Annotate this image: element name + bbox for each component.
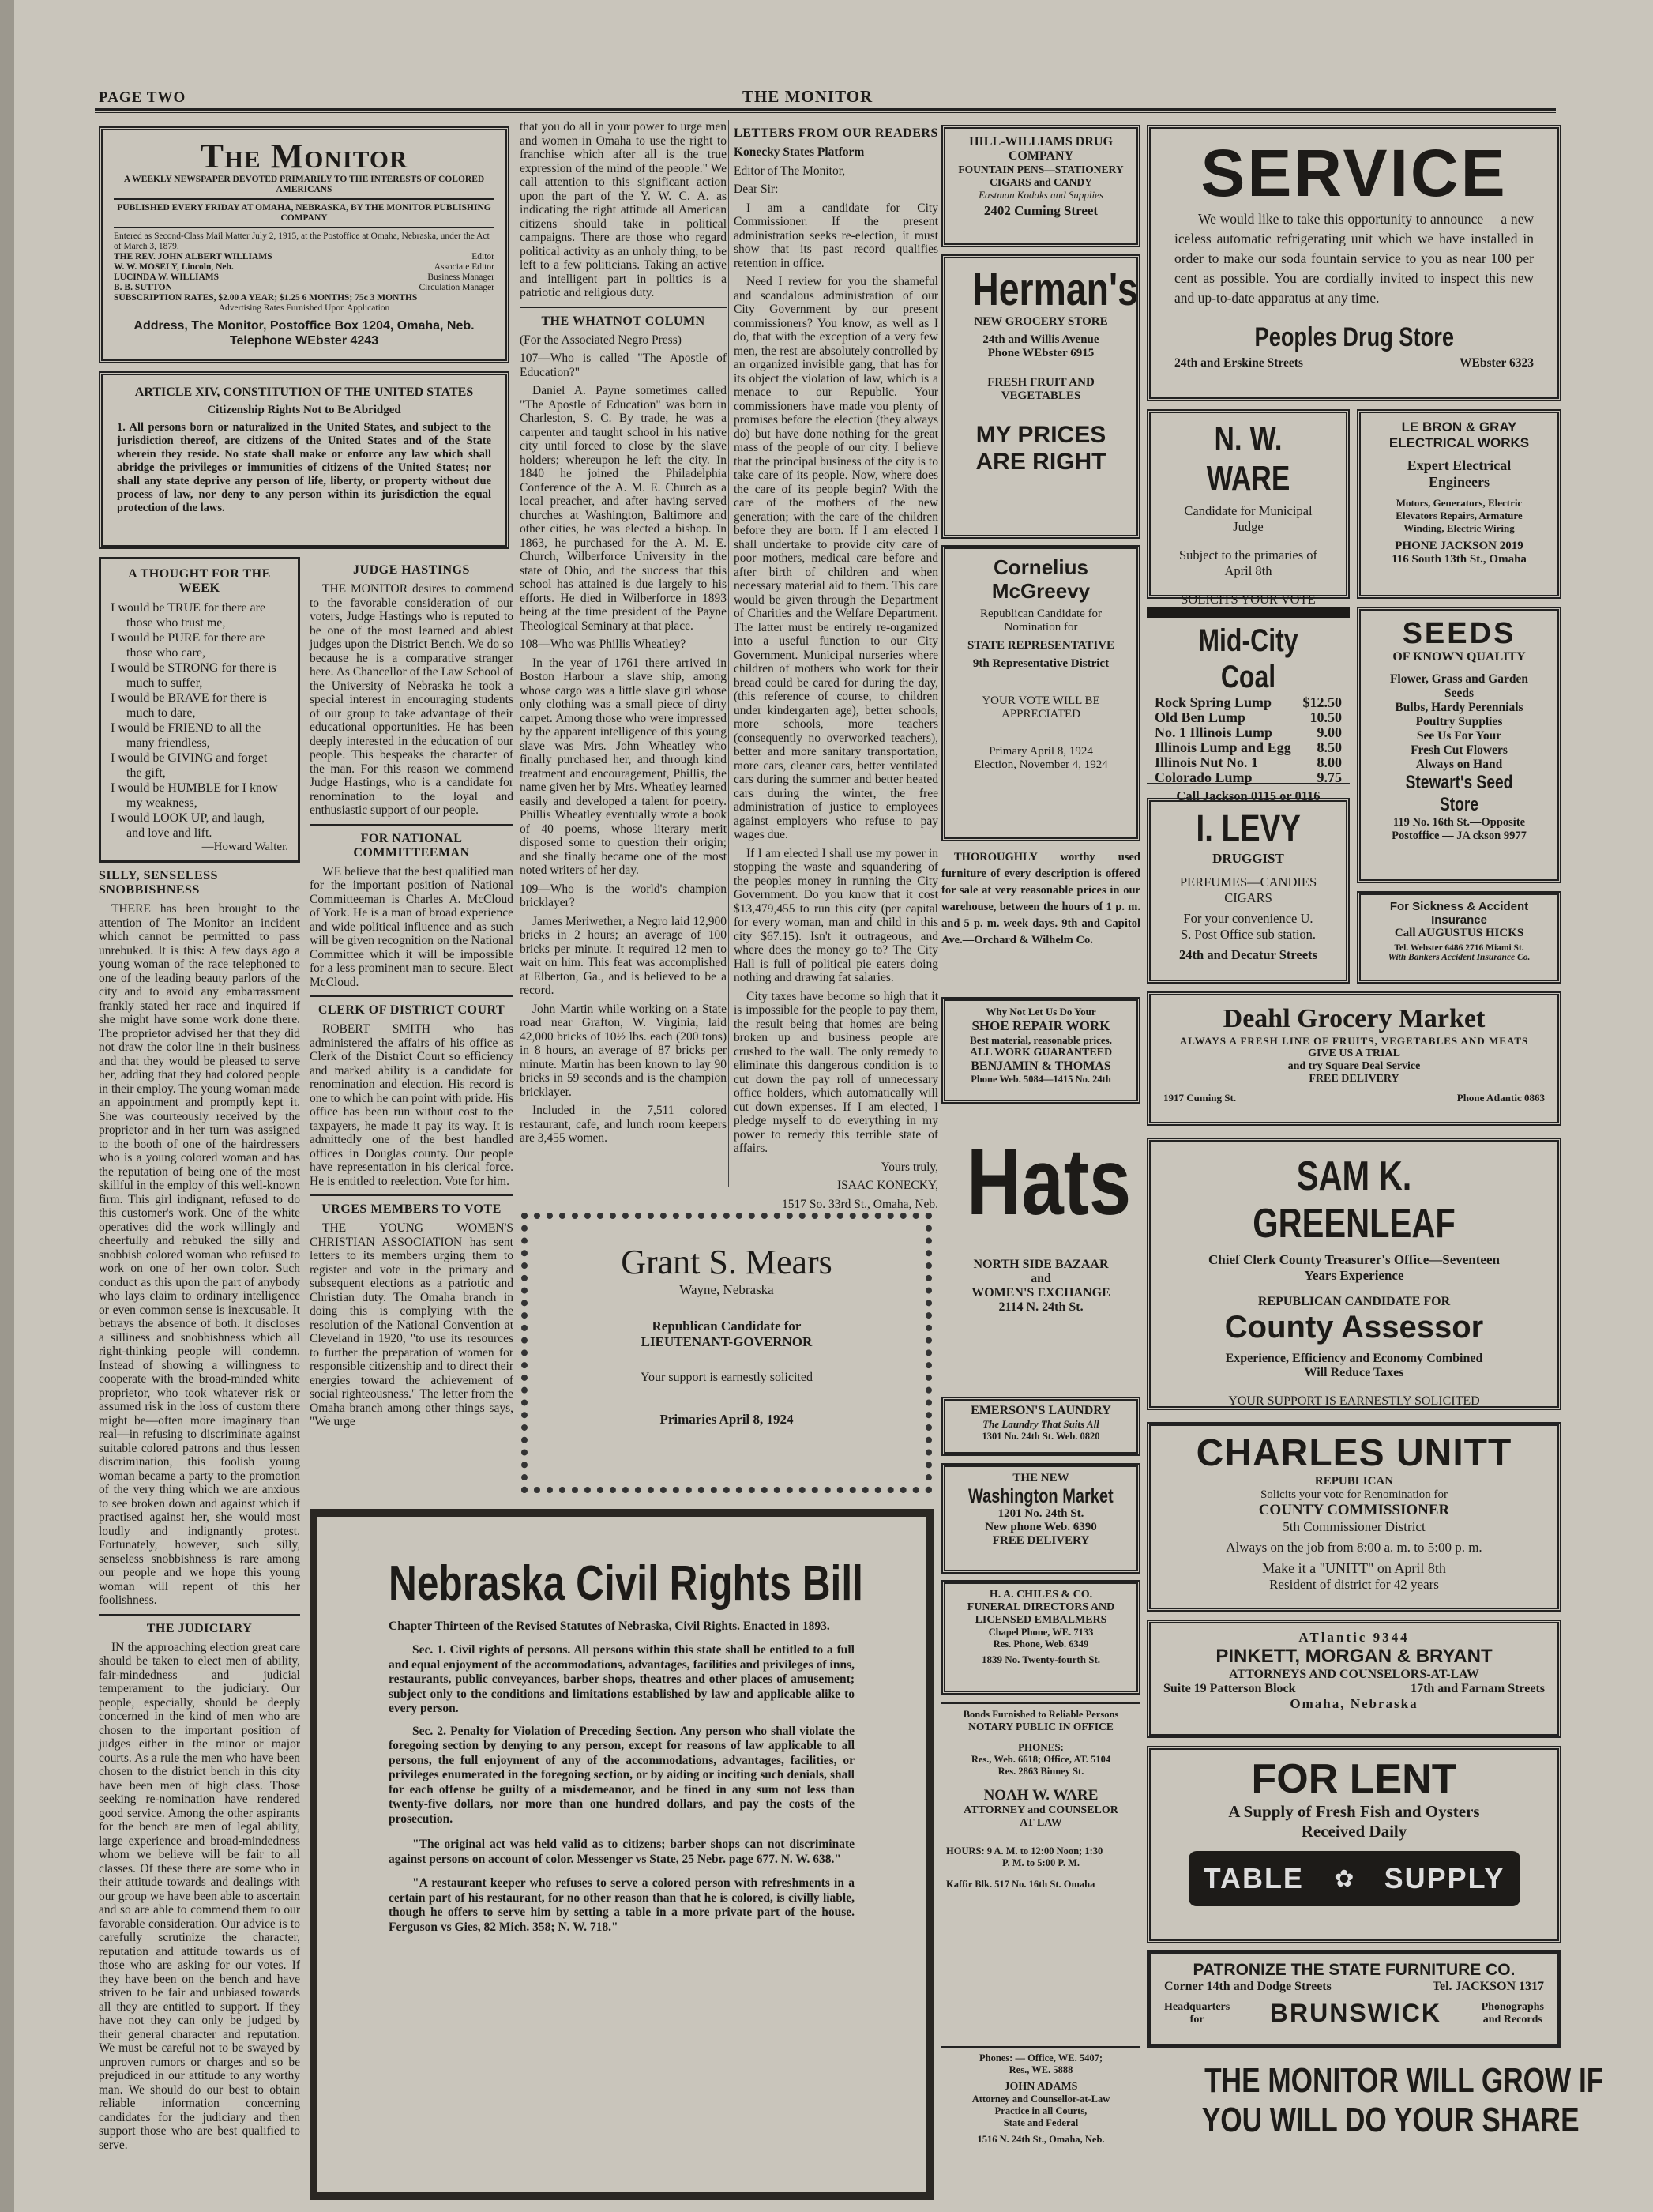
article-xiv-subtitle: Citizenship Rights Not to Be Abridged (207, 404, 401, 416)
whatnot-sub: (For the Associated Negro Press) (520, 333, 682, 347)
civil-rights-quote2: "A restaurant keeper who refuses to serve a colored person with refreshments in a certain part of his restaurant, for no other reason than that he is colored, is civilly liable, though he offers to serve him by setting a table in a more private part of the house. Ferguson vs Gies, 82 Mich. 358; N. W. 718." (389, 1876, 855, 1934)
letters-p3: If I am elected I shall use my power in stopping the waste and squandering of the peoples money in running the City Government. Do you know that it cost $13,479,455 to run this city (per capital for every woman, man and child in this city $67.15). Isn't it outrageous, and where does the money go to? The City Hall is full of political pie eaters doing nothing and drawing fat salaries. (734, 846, 938, 984)
whatnot-title: THE WHATNOT COLUMN (541, 314, 705, 328)
thought-box (99, 557, 300, 863)
for-lent-ad: FOR LENT A Supply of Fresh Fish and Oysters Received Daily TABLE ✿ SUPPLY (1147, 1746, 1561, 1943)
page-edge-shadow (0, 0, 14, 2212)
urges-title: URGES MEMBERS TO VOTE (321, 1202, 502, 1216)
paper-name-header: THE MONITOR (742, 87, 873, 106)
chiles-funeral-ad: H. A. CHILES & CO. FUNERAL DIRECTORS AND LICENSED EMBALMERS Chapel Phone, WE. 7133 Res. Phone, Web. 6349 1839 No. Twenty-fourth St. (941, 1580, 1140, 1695)
committeeman-body: WE believe that the best qualified man for the important position of National Committeeman is Charles A. McCloud of York. He is a man of broad experience and wide political influence and as such will be given recognition on the National Committee which it will be impossible for a less prominent man to secure. Elect McCloud. (310, 864, 513, 989)
civil-rights-box (310, 1509, 934, 2200)
masthead-rates: SUBSCRIPTION RATES, $2.00 A YEAR; $1.25 6 MONTHS; 75c 3 MONTHS (114, 293, 418, 303)
mears-line1: Republican Candidate for (652, 1319, 802, 1334)
whatnot-q109: 109—Who is the world's champion bricklayer? (520, 882, 727, 909)
monitor-grow-banner: THE MONITOR WILL GROW IF YOU WILL DO YOUR SHARE (1201, 2061, 1604, 2139)
noah-ware-ad: Bonds Furnished to Reliable Persons NOTARY PUBLIC IN OFFICE PHONES: Res., Web. 6618; Office, AT. 5104 Res. 2863 Binney St. NOAH W. WARE ATTORNEY and COUNSELOR AT LAW HOURS: 9 A. M. to 12:00 Noon; 1:30 P. M. to 5:00 P. M. Kaffir Blk. 517 No. 16th St. Omaha (941, 1702, 1140, 2050)
deahl-grocery-ad: Deahl Grocery Market ALWAYS A FRESH LINE OF FRUITS, VEGETABLES AND MEATS GIVE US A TRIAL and try Square Deal Service FREE DELIVERY 1917 Cuming St. Phone Atlantic 0863 (1147, 991, 1561, 1126)
silly-title: SILLY, SENSELESS SNOBBISHNESS (99, 869, 218, 897)
mears-line2: LIEUTENANT-GOVERNOR (641, 1334, 813, 1349)
emerson-laundry-ad: EMERSON'S LAUNDRY The Laundry That Suits All 1301 No. 24th St. Web. 0820 (941, 1397, 1140, 1456)
masthead-entered: Entered as Second-Class Mail Matter July 2, 1915, at the Postoffice at Omaha, Nebraska, under the Act of March 3, 1879. (114, 231, 490, 251)
whatnot-a109: James Meriwether, a Negro laid 12,900 bricks in 2 hours; an average of 100 bricks per minute. It required 12 men to wait on him. This feat was accomplished at Elberton, Ga., and is believed to be a record. (520, 914, 727, 997)
hastings-title: JUDGE HASTINGS (353, 563, 470, 577)
mears-line4: Primaries April 8, 1924 (659, 1412, 794, 1427)
column-four (728, 120, 938, 1211)
state-furniture-ad: PATRONIZE THE STATE FURNITURE CO. Corner 14th and Dodge Streets Tel. JACKSON 1317 Headquarters for BRUNSWICK Phonographs and Records (1147, 1950, 1561, 2048)
letters-sign1: Yours truly, (881, 1160, 938, 1174)
masthead-title: The Monitor (200, 137, 408, 175)
letters-p4: City taxes have become so high that it is impossible for the people to pay them, the result being that homes are being broken up and business people are crushed to the wall. The only remedy to eliminate this dangerous condition is to cut down the pay roll of unnecessary office holders, which automatically will cut down expenses. If I am elected, I pledge myself to do everything in my power to remedy this terrible state of affairs. (734, 989, 938, 1155)
hicks-insurance-ad: For Sickness & Accident Insurance Call AUGUSTUS HICKS Tel. Webster 6486 2716 Miami St. With Bankers Accident Insurance Co. (1357, 891, 1561, 984)
hastings-body: THE MONITOR desires to commend to the favorable consideration of our voters, Judge Hastings who is reputed to be one of the most learned and ablest judges upon the District Bench. We do so because he is a comparative stranger here. As Chancellor of the Law School of the University of Nebraska he took a special interest in encouraging students of our group to take advantage of their educational opportunities. He has been deeply interested in the education of our people. This bespeaks the character of the man. For this reason we commend Judge Hastings, who is a candidate for renomination to the loyal and enthusiastic support of our people. (310, 582, 513, 817)
clerk-body: ROBERT SMITH who has administered the affairs of his office as Clerk of the District Court so efficiency and marked ability is a candidate for renomination and election. His record is one to which he can point with pride. His office has been run without cost to the taxpayers, he made it pay its way. It is admittedly one of the best handled offices in Douglas county. Our people have representation in his clerical force. He is entitled to reelection. Vote for him. (310, 1022, 513, 1188)
letters-title: LETTERS FROM OUR READERS (734, 126, 938, 140)
whatnot-a107: Daniel A. Payne sometimes called "The Apostle of Education" was born in Charleston, S. C. By trade, he was a carpenter and taught school in his native city until forced to close by the slave holders; whereupon he left the city. In 1840 he joined the Philadelphia Conference of the A. M. E. Church as a local preacher, and after having served churches at Washington, Baltimore and other cities, he was elected a bishop. In 1863, he purchased for the A. M. E. Church, Wilberforce University in the state of Ohio, and the success that this school has attained is due largely to his efforts. He died in Wilberforce in 1893 being at the time president of the Payne Theological Seminary at that place. (520, 384, 727, 633)
civil-rights-title: Nebraska Civil Rights Bill (389, 1556, 863, 1611)
masthead-published: PUBLISHED EVERY FRIDAY AT OMAHA, NEBRASKA, BY THE MONITOR PUBLISHING COMPANY (117, 203, 491, 223)
masthead-staff: THE REV. JOHN ALBERT WILLIAMS Editor W. W. MOSELY, Lincoln, Neb. Associate Editor LUCINDA W. WILLIAMS Business Manager B. B. SUTTON Circulation Manager (114, 252, 494, 292)
civil-rights-quote1: "The original act was held valid as to citizens; barber shops can not discriminate against persons on account of color. Messenger vs State, 25 Nebr. page 677. N. W. 638." (389, 1838, 855, 1866)
thought-title: A THOUGHT FOR THE WEEK (128, 567, 271, 595)
mears-ad (521, 1213, 932, 1493)
column-one (99, 557, 300, 2200)
ywca-continued: that you do all in your power to urge men and women in Omaha to use the right to franchise which after all is the true expression of the mind of the people." We call attention to this significant action upon the part of the Y. W. C. A. as indicating the right attitude all American citizens should take in political campaigns. There are those who regard political activity as an unholy thing, to be left to a few politicians. Taking an active and intelligent part in politics is a patriotic and religious duty. (520, 120, 727, 299)
article-xiv-body: 1. All persons born or naturalized in the United States, and subject to the jurisdiction thereof, are citizens of the United States and of the State wherein they reside. No state shall make or enforce any law which shall abridge the privileges or immunities of citizens of the United States; nor shall any state deprive any person of life, liberty, or property without due process of law, nor deny to any person within its jurisdiction the equal protection of the laws. (117, 421, 491, 514)
whatnot-note: Included in the 7,511 colored restaurant, cafe, and lunch room keepers are 3,455 women. (520, 1104, 727, 1145)
fish-icon: ✿ (1334, 1865, 1354, 1892)
mears-town: Wayne, Nebraska (679, 1282, 774, 1297)
hermans-ad: Herman's NEW GROCERY STORE 24th and Willis Avenue Phone WEbster 6915 FRESH FRUIT AND VEGETABLES MY PRICES ARE RIGHT (941, 254, 1140, 539)
table-supply-logo: TABLE ✿ SUPPLY (1189, 1851, 1520, 1906)
article-xiv-title: ARTICLE XIV, CONSTITUTION OF THE UNITED STATES (134, 386, 474, 399)
whatnot-a109b: John Martin while working on a State road near Grafton, W. Virginia, laid 42,000 bricks of 10½ lbs. each (200 tons) in 8 hours, an average of 87 bricks per minute. Martin has been known to lay 90 bricks in 59 seconds and is the champion bricklayer. (520, 1002, 727, 1099)
header-rule-thin (95, 112, 1556, 113)
john-adams-ad: Phones: — Office, WE. 5407; Res., WE. 5888 JOHN ADAMS Attorney and Counsellor-at-Law Practice in all Courts, State and Federal 1516 N. 24th St., Omaha, Neb. (941, 2046, 1140, 2196)
mid-city-coal-ad: Mid-City Coal Rock Spring Lump $12.50 Old Ben Lump 10.50 No. 1 Illinois Lump 9.00 Illinois Lump and Egg 8.50 Illinois Nut No. 1 8.00 Colorado Lump 9.75 Call Jackson 0115 or 0116 (1147, 607, 1350, 784)
seeds-ad: SEEDS OF KNOWN QUALITY Flower, Grass and Garden Seeds Bulbs, Hardy Perennials Poultry Supplies See Us For Your Fresh Cut Flowers Always on Hand Stewart's Seed Store 119 No. 16th St.—Opposite Postoffice — JA ckson 9977 (1357, 607, 1561, 883)
column-three-wrap (520, 120, 938, 1211)
thought-author: —Howard Walter. (201, 841, 288, 853)
greenleaf-ad: SAM K. GREENLEAF Chief Clerk County Treasurer's Office—Seventeen Years Experience REPUBLICAN CANDIDATE FOR County Assessor Experience, Efficiency and Economy Combined Will Reduce Taxes YOUR SUPPORT IS EARNESTLY SOLICITED (1147, 1138, 1561, 1410)
header-rule (95, 108, 1556, 111)
pinkett-ad: ATlantic 9344 PINKETT, MORGAN & BRYANT ATTORNEYS AND COUNSELORS-AT-LAW Suite 19 Patterson Block 17th and Farnam Streets Omaha, Nebraska (1147, 1620, 1561, 1738)
letters-p1: I am a candidate for City Commissioner. If the present administration seeks re-election, it must show that its past record qualifies retention in office. (734, 201, 938, 270)
whatnot-a108: In the year of 1761 there arrived in Boston Harbour a slave ship, among whose cargo was a little slave girl whose only clothing was a small piece of dirty carpet. Among those who were impressed by the apparent intelligence of this young slave was Mrs. John Wheatley who finally purchased her, and through kind treatment and encouragement, Phillis, the name given her by Mrs. Wheatley learned easily and developed a talent for poetry. Phillis Wheatley eventually wrote a book of 40 poems, whose literary merit disposed some to question their origin; and she finally became one of the most noted writers of her day. (520, 656, 727, 877)
judiciary-body: IN the approaching election great care should be taken to elect men of ability, fair-mindedness and judicial temperament to the judiciary. Our people, especially, should be deeply concerned in the kind of men who are chosen to the important position of judges either in the minor or major courts. As a rule the men who have been chosen to the district bench in this city have been men of high class. Those seeking re-nomination have rendered good service. Among the other aspirants for the bench are men of legal ability, large experience and broad-mindedness whom we believe will be fair to all classes. Of these there are some who in their attitude towards and dealings with our group we have been able to ascertain and so are able to commend them to our favorable consideration. Our advice is to carefully scrutinize the character, reputation and attitude towards us of those who are asking for our votes. If they have been on the bench and have striven to be fair and unbiased towards all they are entitled to support. If they have not they can only be judged by their general character and reputation. We must be careful not to be swayed by unproven rumors or charges and so be prejudiced in our attitude to any worthy man. We should do our best to obtain reliable information concerning candidates for the judiciary and then support those who are best qualified to serve. (99, 1640, 300, 2152)
article-xiv-box (99, 371, 509, 549)
masthead-advertising: Advertising Rates Furnished Upon Application (218, 303, 390, 313)
masthead-telephone: Telephone WEbster 4243 (229, 334, 379, 348)
thought-lines: I would be TRUE for there are those who trust me, I would be PURE for there are those who care, I would be STRONG for there is much to suffer, I would be BRAVE for there is much to dare, I would be FRIEND to all the many friendless, I would be GIVING and forget the gift, I would be HUMBLE for I know my weakness, I would LOOK UP, and laugh, and love and lift. (111, 601, 278, 840)
masthead-box (99, 126, 509, 363)
hill-williams-ad: HILL-WILLIAMS DRUG COMPANY FOUNTAIN PENS—STATIONERY CIGARS and CANDY Eastman Kodaks and Supplies 2402 Cuming Street (941, 125, 1140, 247)
mears-line3: Your support is earnestly solicited (641, 1371, 813, 1384)
mcgreevy-ad: Cornelius McGreevy Republican Candidate for Nomination for STATE REPRESENTATIVE 9th Representative District YOUR VOTE WILL BE APPRECIATED Primary April 8, 1924 Election, November 4, 1924 (941, 545, 1140, 841)
civil-rights-intro: Chapter Thirteen of the Revised Statutes of Nebraska, Civil Rights. Enacted in 1893. (389, 1620, 830, 1633)
levy-druggist-ad: I. LEVY DRUGGIST PERFUMES—CANDIES CIGARS For your convenience U. S. Post Office sub station. 24th and Decatur Streets (1147, 798, 1350, 984)
whatnot-q108: 108—Who was Phillis Wheatley? (520, 638, 686, 651)
column-two (310, 557, 513, 1505)
urges-body: THE YOUNG WOMEN'S CHRISTIAN ASSOCIATION has sent letters to its members urging them to register and vote in the primary and subsequent elections as a patriotic and Christian duty. The Omaha branch in doing this is complying with the resolution of the National Convention at Cleveland in 1920, "to use its resources to further the preparation of women for responsible citizenship and to direct their energies toward the achievement of social righteousness." The letter from the Omaha branch among other things says, "We urge (310, 1221, 513, 1428)
civil-rights-sec1: Sec. 1. Civil rights of persons. All persons within this state shall be entitled to a full and equal enjoyment of the accommodations, advantages, facilities and privileges of inns, restaurants, public conveyances, barber shops, theatres and other places of amusement; subject only to the conditions and limitations established by law and applicable alike to every person. (389, 1643, 855, 1715)
letters-sub: Konecky States Platform (734, 145, 865, 159)
letters-dear: Dear Sir: (734, 182, 779, 196)
whatnot-q107: 107—Who is called "The Apostle of Education?" (520, 352, 727, 379)
committeeman-title: FOR NATIONAL COMMITTEEMAN (353, 831, 470, 860)
masthead-address: Address, The Monitor, Postoffice Box 1204, Omaha, Neb. (133, 319, 475, 333)
civil-rights-sec2: Sec. 2. Penalty for Violation of Preceding Section. Any person who shall violate the foregoing section by denying to any person, except for reasons of law applicable to all persons, the full enjoyment of any of the accommodations, advantages, facilities, or privileges enumerated in the foregoing section, or by aiding or inciting such denials, shall for each offense be guilty of a misdemeanor, and be fined in any sum not less than twenty-five dollars, nor more than one hundred dollars, and pay the costs of the prosecution. (389, 1724, 855, 1826)
letters-sign2: ISAAC KONECKY, (836, 1179, 938, 1192)
letters-p2: Need I review for you the shameful and scandalous administration of our City Government by our present commissioners? You know, as well as I do, that with the exception of a very few men, the rest are absolutely controlled by an organized invisible gang, that has for its object the violation of law, which is a menace to our Republic. Your commissioners have made you plenty of promises before the election (they always do) but have done nothing for the great mass of the people of our city. I believe that the principal business of the city is to take care of its people. Now, where does the care of its people begin? With the care of the mothers of the new generation; with the care of the children before they are born. If I am elected I shall undertake to provide city care of poor mothers, medical care before and after birth of children and when necessary material aid to them. This care would be given through the Department of Charities and the Welfare Department. The latter must be entirely re-organized into a useful function to our City Government. Municipal nurseries where children of mothers who work for their bread could be cared for during the day, (this reference of course, to children under kindergarten age), better schools, more schools, more teachers (consequently no overworked teachers), better and more sanitary transportation, more cars, cleaner cars, better ventilated cars during the summer and better heated cars during the winter, the free administration of justice to employees against employers who refuse to pay wages due. (734, 275, 938, 841)
peoples-drug-service-ad: SERVICE We would like to take this opportunity to announce— a new iceless automatic refrigerating unit which we have installed in order to make our soda fountain service to you as near 100 per cent as possible. You are cordially invited to inspect this new and up-to-date apparatus at any time. Peoples Drug Store 24th and Erskine Streets WEbster 6323 (1147, 125, 1561, 401)
nw-ware-ad: N. W. WARE Candidate for Municipal Judge Subject to the primaries of April 8th SOLICITS YOUR VOTE (1147, 409, 1350, 599)
shoe-repair-ad: Why Not Let Us Do Your SHOE REPAIR WORK Best material, reasonable prices. ALL WORK GUARANTEED BENJAMIN & THOMAS Phone Web. 5084—1415 No. 24th (941, 997, 1140, 1104)
judiciary-title: THE JUDICIARY (146, 1621, 253, 1635)
mears-name: Grant S. Mears (621, 1243, 832, 1281)
page-label: PAGE TWO (99, 89, 186, 106)
silly-body: THERE has been brought to the attention of The Monitor an incident which cannot be permitted to pass unrebuked. It is this: A few days ago a young woman of the race telephoned to one of the leading beauty parlors of the city and to avoid any embarrassment frankly stated her race and inquired if she might have some work done there. The proprietor advised her that they did not draw the color line in their business and that they would be pleased to serve her, adding that they had colored people in their employ. The young woman made an appointment and promptly kept it. She was courteously received by the proprietor and in her turn was assigned to the booth of one of the hairdressers who is a young colored woman and has the reputation of being one of the most skillful in the employ of this well-known firm. This girl indignant, refused to do this customer's work. One of the white operatives did the work willingly and cheerfully and rebuked the silly and snobbish colored woman who refused to work on one of her own color. Such conduct as this upon the part of anybody who lays claim to ordinary intelligence or even common sense is inexcusable. It betrays the absence of both. It discloses a silliness and snobbishness which all right-thinking people will condemn. Instead of showing a willingness to cooperate with the broad-minded white proprietor, who took whatever risk or assumed risk in the loss of custom there might be—often more imaginary than real—in refusing to discriminate against suitable colored patrons and thus lessen discrimination, this foolish young woman became a party to the promotion of the very thing which we are anxious to see broken down and against which if practised against her, she would most loudly and indignantly protest. Fortunately, however, such silly, senseless snobbishness is rare among our people and we hope this young woman will repent of this her foolishness. (99, 902, 300, 1607)
hats-ad: Hats NORTH SIDE BAZAAR and WOMEN'S EXCHANGE 2114 N. 24th St. (967, 1129, 1132, 1314)
furniture-notice: THOROUGHLY worthy used furniture of every description is offered for sale at very reasonable prices in our warehouse, between the hours of 1 p. m. and 5 p. m. week days. 9th and Capitol Ave.—Orchard & Wilhelm Co. (941, 851, 1140, 946)
clerk-title: CLERK OF DISTRICT COURT (317, 1003, 505, 1017)
letters-sign3: 1517 So. 33rd St., Omaha, Neb. (781, 1197, 938, 1211)
lebron-gray-ad: LE BRON & GRAY ELECTRICAL WORKS Expert Electrical Engineers Motors, Generators, Electric Elevators Repairs, Armature Winding, Electric Wiring PHONE JACKSON 2019 116 South 13th St., Omaha (1357, 409, 1561, 599)
washington-market-ad: THE NEW Washington Market 1201 No. 24th St. New phone Web. 6390 FREE DELIVERY (941, 1463, 1140, 1574)
unitt-ad: CHARLES UNITT REPUBLICAN Solicits your vote for Renomination for COUNTY COMMISSIONER 5th Commissioner District Always on the job from 8:00 a. m. to 5:00 p. m. Make it a "UNITT" on April 8th Resident of district for 42 years (1147, 1422, 1561, 1612)
column-three (520, 120, 727, 1187)
letters-salute: Editor of The Monitor, (734, 164, 846, 178)
masthead-tagline: A WEEKLY NEWSPAPER DEVOTED PRIMARILY TO THE INTERESTS OF COLORED AMERICANS (123, 175, 485, 194)
